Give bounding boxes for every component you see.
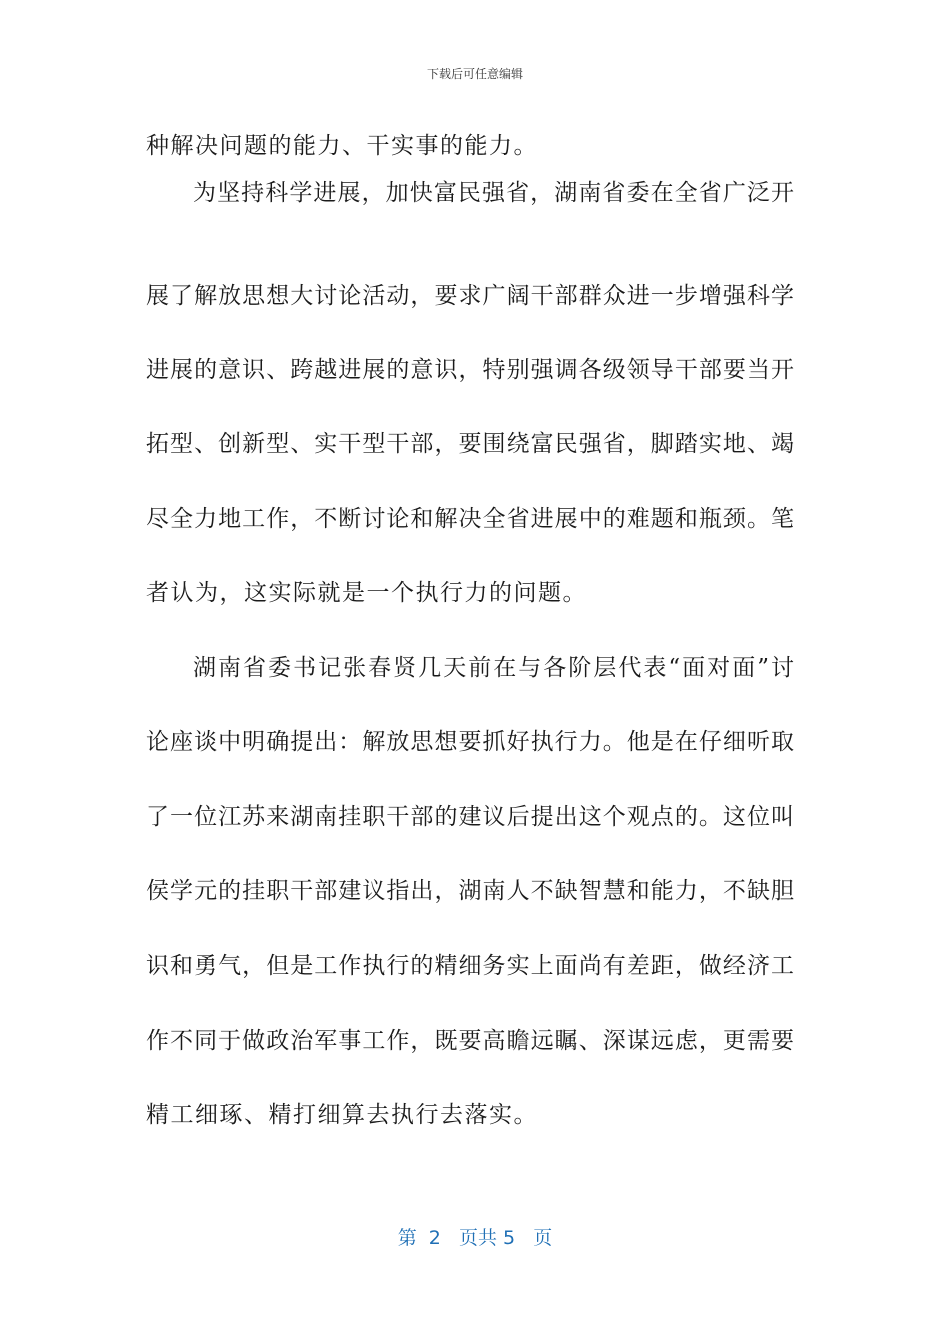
text-line: 尽全力地工作，不断讨论和解决全省进展中的难题和瓶颈。笔 xyxy=(146,506,794,532)
text-line: 论座谈中明确提出：解放思想要抓好执行力。他是在仔细听取 xyxy=(146,729,794,755)
text-line: 种解决问题的能力、干实事的能力。 xyxy=(146,133,538,159)
text-line: 拓型、创新型、实干型干部，要围绕富民强省，脚踏实地、竭 xyxy=(146,431,794,457)
text-line: 精工细琢、精打细算去执行去落实。 xyxy=(146,1102,538,1128)
page-number: 第 2 页共 5 页 xyxy=(397,1227,553,1249)
text-line: 作不同于做政治军事工作，既要高瞻远瞩、深谋远虑，更需要 xyxy=(146,1028,794,1054)
text-line: 进展的意识、跨越进展的意识，特别强调各级领导干部要当开 xyxy=(146,357,794,383)
text-line: 识和勇气，但是工作执行的精细务实上面尚有差距，做经济工 xyxy=(146,953,794,979)
text-line: 展了解放思想大讨论活动，要求广阔干部群众进一步增强科学 xyxy=(146,283,794,309)
page-header: 下载后可任意编辑 xyxy=(426,67,523,81)
text-line: 湖南省委书记张春贤几天前在与各阶层代表“面对面”讨 xyxy=(193,655,794,681)
text-line: 为坚持科学进展，加快富民强省，湖南省委在全省广泛开 xyxy=(193,180,794,206)
text-line: 了一位江苏来湖南挂职干部的建议后提出这个观点的。这位叫 xyxy=(146,804,794,830)
text-line: 者认为，这实际就是一个执行力的问题。 xyxy=(146,580,587,606)
text-line: 侯学元的挂职干部建议指出，湖南人不缺智慧和能力，不缺胆 xyxy=(146,878,794,904)
